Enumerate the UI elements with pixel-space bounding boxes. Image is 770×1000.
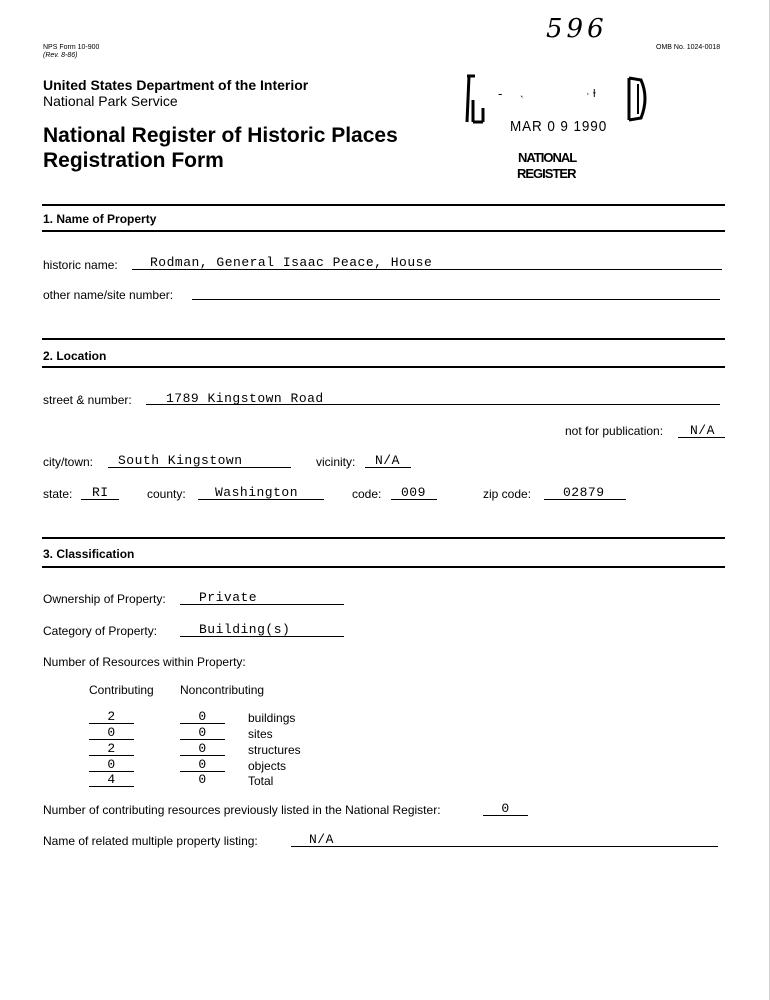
section-3-bottom-rule xyxy=(42,566,725,568)
street-underline xyxy=(146,404,720,405)
county-underline xyxy=(198,499,324,500)
form-number: NPS Form 10-900 xyxy=(43,44,100,51)
resource-contributing-value[interactable]: 0 xyxy=(107,757,116,772)
section-1-bottom-rule xyxy=(42,230,725,232)
category-underline xyxy=(180,636,344,637)
code-value[interactable]: 009 xyxy=(401,485,426,500)
state-underline xyxy=(81,499,119,500)
city-underline xyxy=(108,467,291,468)
vicinity-underline xyxy=(365,467,411,468)
ownership-value[interactable]: Private xyxy=(199,590,258,605)
stamp-line-register: REGISTER xyxy=(517,166,576,181)
resource-contributing-value[interactable]: 4 xyxy=(107,772,116,787)
form-title: National Register of Historic Places xyxy=(43,124,398,147)
code-underline xyxy=(391,499,437,500)
historic-name-label: historic name: xyxy=(43,258,118,272)
resource-contributing-underline xyxy=(89,723,134,724)
stamp-fragment-left: - xyxy=(498,86,503,101)
section-1-top-rule xyxy=(42,204,725,206)
section-2-bottom-rule xyxy=(42,366,725,368)
contributing-column-header: Contributing xyxy=(89,683,154,697)
department-name: United States Department of the Interior xyxy=(43,77,309,93)
zip-underline xyxy=(544,499,626,500)
resource-type-label: structures xyxy=(248,743,301,757)
resource-noncontributing-underline xyxy=(180,723,225,724)
county-value[interactable]: Washington xyxy=(215,485,299,500)
multiple-listing-label: Name of related multiple property listing: xyxy=(43,834,258,848)
vicinity-label: vicinity: xyxy=(316,455,356,469)
resource-noncontributing-underline xyxy=(180,755,225,756)
resource-noncontributing-underline xyxy=(180,739,225,740)
ownership-label: Ownership of Property: xyxy=(43,592,166,606)
stamp-fragment-mid: ˎ xyxy=(520,84,524,98)
agency-name: National Park Service xyxy=(43,93,178,109)
resource-type-label: objects xyxy=(248,759,287,773)
other-name-underline xyxy=(192,299,720,300)
category-value[interactable]: Building(s) xyxy=(199,622,291,637)
historic-name-underline xyxy=(132,269,722,270)
zip-label: zip code: xyxy=(483,487,532,501)
stamp-line-national: NATIONAL xyxy=(518,150,577,165)
resource-contributing-underline xyxy=(89,739,134,740)
street-label: street & number: xyxy=(43,393,132,407)
resource-contributing-value[interactable]: 2 xyxy=(107,709,116,724)
vicinity-value[interactable]: N/A xyxy=(375,453,400,468)
resources-label: Number of Resources within Property: xyxy=(43,655,246,669)
resource-noncontributing-value[interactable]: 0 xyxy=(198,725,207,740)
section-1-heading: 1. Name of Property xyxy=(43,212,157,226)
resource-type-label: sites xyxy=(248,727,273,741)
form-revision: (Rev. 8-86) xyxy=(43,52,78,59)
resource-contributing-value[interactable]: 2 xyxy=(107,741,116,756)
resource-noncontributing-value[interactable]: 0 xyxy=(198,772,207,787)
section-3-top-rule xyxy=(42,537,725,539)
section-2-heading: 2. Location xyxy=(43,349,107,363)
resource-contributing-value[interactable]: 0 xyxy=(107,725,116,740)
street-value[interactable]: 1789 Kingstown Road xyxy=(166,391,324,406)
handwritten-number: 596 xyxy=(546,14,608,44)
resource-contributing-underline xyxy=(89,786,134,787)
section-2-top-rule xyxy=(42,338,725,340)
resource-noncontributing-value[interactable]: 0 xyxy=(198,709,207,724)
category-label: Category of Property: xyxy=(43,624,158,638)
stamp-date: MAR 0 9 1990 xyxy=(510,118,608,135)
previously-listed-underline xyxy=(483,815,528,816)
county-label: county: xyxy=(147,487,186,501)
other-name-label: other name/site number: xyxy=(43,288,174,302)
resource-noncontributing-value[interactable]: 0 xyxy=(198,757,207,772)
not-for-publication-label: not for publication: xyxy=(565,424,664,438)
multiple-listing-underline xyxy=(291,846,718,847)
noncontributing-column-header: Noncontributing xyxy=(180,683,265,697)
resource-type-label: buildings xyxy=(248,711,296,725)
section-3-heading: 3. Classification xyxy=(43,547,135,561)
city-label: city/town: xyxy=(43,455,94,469)
ownership-underline xyxy=(180,604,344,605)
resource-contributing-underline xyxy=(89,755,134,756)
omb-number: OMB No. 1024-0018 xyxy=(656,44,721,51)
not-for-publication-underline xyxy=(678,437,725,438)
state-value[interactable]: RI xyxy=(92,485,109,500)
resource-noncontributing-value[interactable]: 0 xyxy=(198,741,207,756)
previously-listed-value[interactable]: 0 xyxy=(501,801,510,816)
city-value[interactable]: South Kingstown xyxy=(118,453,243,468)
resource-type-label: Total xyxy=(248,774,274,788)
multiple-listing-value[interactable]: N/A xyxy=(309,832,334,847)
code-label: code: xyxy=(352,487,382,501)
stamp-fragment-right: · Ɨ xyxy=(586,88,596,100)
previously-listed-label: Number of contributing resources previously listed in the National Register: xyxy=(43,803,441,817)
state-label: state: xyxy=(43,487,73,501)
zip-value[interactable]: 02879 xyxy=(563,485,605,500)
not-for-publication-value[interactable]: N/A xyxy=(690,423,715,438)
historic-name-value[interactable]: Rodman, General Isaac Peace, House xyxy=(150,255,433,270)
form-subtitle: Registration Form xyxy=(43,149,224,172)
